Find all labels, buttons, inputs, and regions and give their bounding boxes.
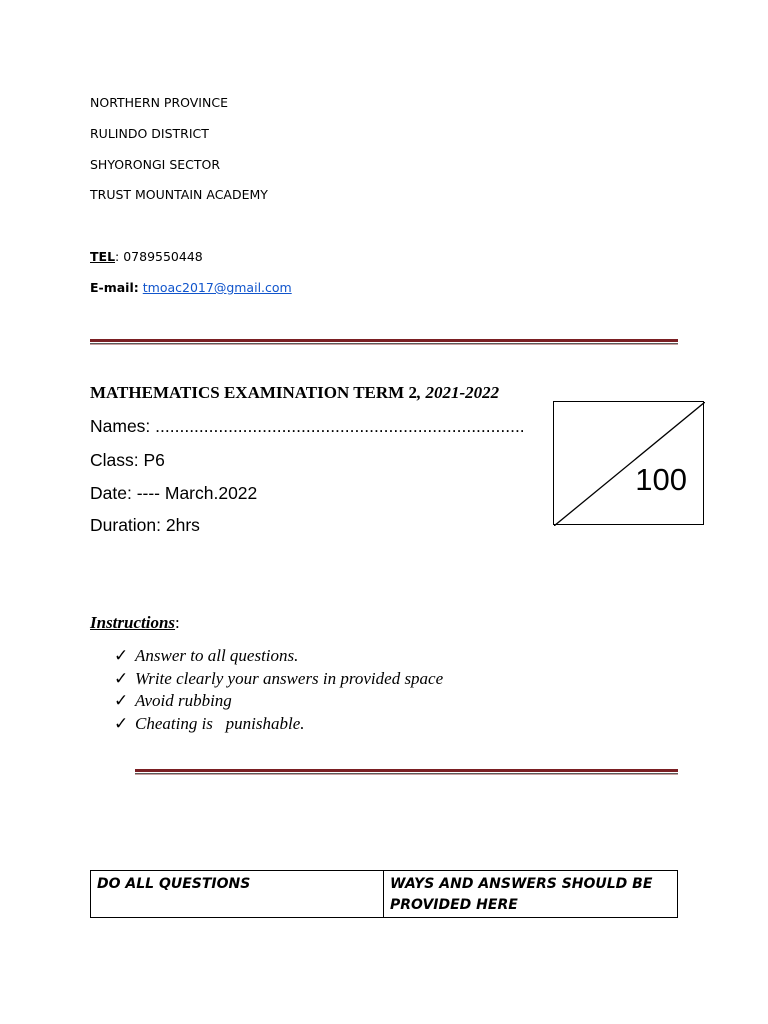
tel-label: TEL xyxy=(90,249,116,264)
list-item xyxy=(114,690,443,713)
checkmark-icon: ✓ xyxy=(114,713,129,733)
table-header-questions: DO ALL QUESTIONS xyxy=(91,871,384,918)
email-line xyxy=(90,280,292,295)
instructions-colon: : xyxy=(175,613,180,632)
instruction-text: Avoid rubbing xyxy=(135,691,232,710)
score-total: 100 xyxy=(635,462,687,497)
email-label: E-mail: xyxy=(90,280,139,295)
list-item xyxy=(114,713,443,736)
checkmark-icon: ✓ xyxy=(114,691,129,710)
questions-table xyxy=(90,870,678,918)
top-divider xyxy=(90,339,678,345)
score-box xyxy=(553,401,704,525)
list-item xyxy=(114,668,443,691)
instructions-list xyxy=(114,645,443,735)
instructions-heading xyxy=(90,613,180,633)
exam-title xyxy=(90,383,499,403)
tel-value: : 0789550448 xyxy=(115,249,203,264)
list-item xyxy=(114,645,443,668)
tel-line xyxy=(90,249,203,264)
sector-line: SHYORONGI SECTOR xyxy=(90,157,221,172)
date-line: Date: ---- March.2022 xyxy=(90,483,258,503)
class-line: Class: P6 xyxy=(90,450,165,470)
instruction-text: Cheating is punishable. xyxy=(135,713,305,733)
table-header-answers: WAYS AND ANSWERS SHOULD BE PROVIDED HERE xyxy=(384,871,678,918)
bottom-divider xyxy=(135,769,678,775)
exam-title-main: MATHEMATICS EXAMINATION TERM 2 xyxy=(90,383,417,402)
email-link[interactable]: tmoac2017@gmail.com xyxy=(142,280,292,295)
province-line: NORTHERN PROVINCE xyxy=(90,95,228,110)
instruction-text: Answer to all questions. xyxy=(135,646,299,665)
checkmark-icon: ✓ xyxy=(114,646,129,665)
exam-title-year: , 2021-2022 xyxy=(416,383,500,402)
district-line: RULINDO DISTRICT xyxy=(90,126,209,141)
checkmark-icon: ✓ xyxy=(114,668,129,688)
duration-line: Duration: 2hrs xyxy=(90,515,200,535)
instruction-text: Write clearly your answers in provided space xyxy=(135,668,444,688)
names-field: Names: ............................................................................ xyxy=(90,416,525,436)
instructions-heading-text: Instructions xyxy=(90,613,176,632)
table-row xyxy=(91,871,678,918)
school-name: TRUST MOUNTAIN ACADEMY xyxy=(90,187,268,202)
